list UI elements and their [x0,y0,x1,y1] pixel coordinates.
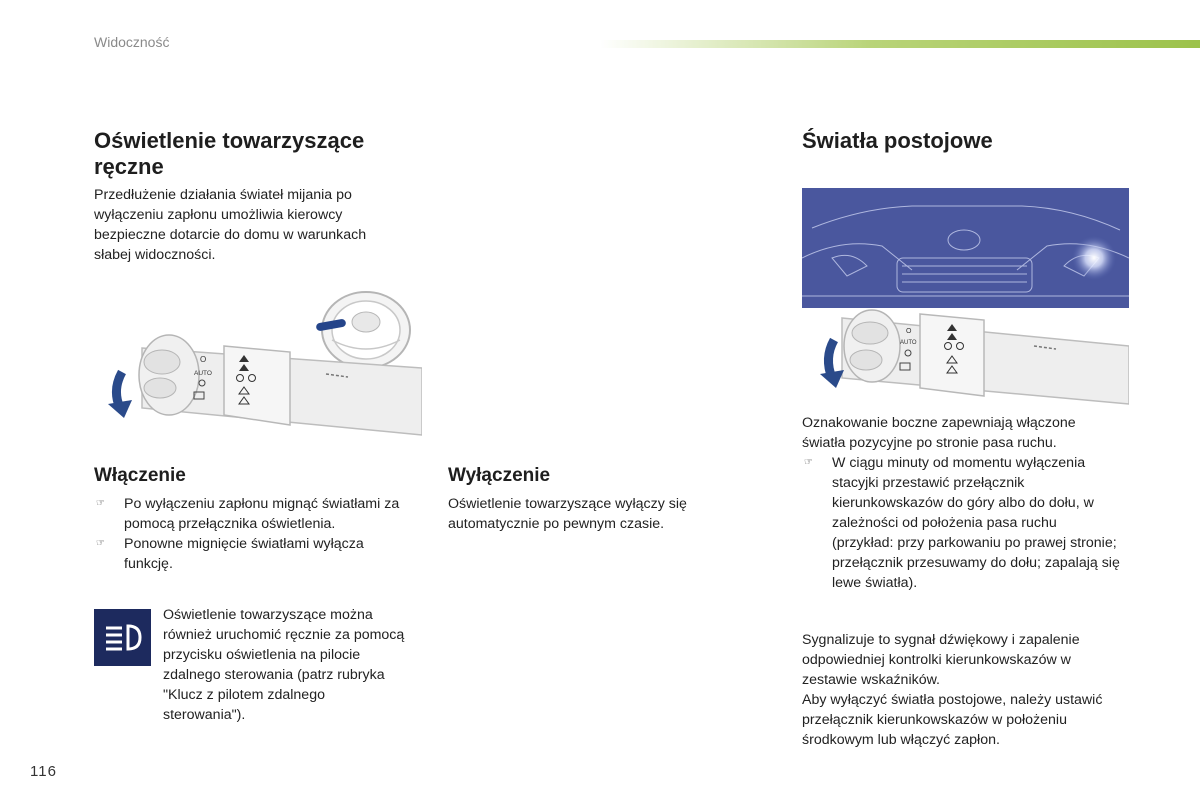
car-front-illustration [802,188,1129,308]
bullet-item [94,494,404,534]
switch-on-title: Włączenie [94,465,186,486]
header-accent-bar [600,40,1200,48]
lighting-stalk-illustration [94,280,422,438]
right-section-title: Światła postojowe [802,128,993,153]
stalk-label-auto: AUTO [900,340,917,346]
bullet-item [802,453,1122,593]
stalk-label-o: O [906,328,912,335]
steering-wheel-icon [316,292,410,368]
lit-side-light-icon [1072,236,1116,280]
indicator-stalk-illustration [802,308,1129,406]
left-intro-text: Przedłużenie działania świateł mijania po wyłączeniu zapłonu umożliwia kierowcy bezpieczne dotarcie do domu w warunkach słabej widoczności. [94,187,367,263]
downward-arrow-icon [108,372,132,418]
right-intro-text: Oznakowanie boczne zapewniają włączone światła pozycyjne po stronie pasa ruchu. [802,415,1076,451]
bullet-item [94,534,404,574]
left-section-title: Oświetlenie towarzyszące ręczne [94,128,365,179]
headlamp-icon-box [94,609,151,666]
pointing-hand-icon: ☞ [96,498,105,509]
downward-arrow-icon [820,340,844,388]
bullet-text: Ponowne mignięcie światłami wyłącza funkcję. [124,536,364,572]
switch-off-text: Oświetlenie towarzyszące wyłączy się automatycznie po pewnym czasie. [448,496,687,532]
section-header: Widoczność [94,34,170,50]
pointing-hand-icon: ☞ [96,538,105,549]
follow-me-home-headlamp-icon [94,609,151,666]
stalk-label-o: O [200,355,207,364]
pointing-hand-icon: ☞ [804,457,813,468]
bullet-text: W ciągu minuty od momentu wyłączenia stacyjki przestawić przełącznik kierunkowskazów do góry albo do dołu, w zależności od położenia pasa ruchu (przykład: przy parkowaniu po prawej stronie; przełącznik przesuwamy do dołu; zapalają się lewe światła). [832,455,1120,591]
page-number: 116 [30,763,57,780]
bullet-text: Po wyłączeniu zapłonu mignąć światłami za pomocą przełącznika oświetlenia. [124,496,400,532]
switch-on-bullets [94,494,404,574]
remote-note-text: Oświetlenie towarzyszące można również uruchomić ręcznie za pomocą przycisku oświetlenia na pilocie zdalnego sterowania (patrz rubryka "Klucz z pilotem zdalnego sterowania"). [163,607,405,723]
switch-off-title: Wyłączenie [448,465,551,486]
right-bullets [802,453,1122,593]
right-footer-text: Sygnalizuje to sygnał dźwiękowy i zapalenie odpowiedniej kontrolki kierunkowskazów w zestawie wskaźników. Aby wyłączyć światła postojowe, należy ustawić przełącznik kierunkowskazów w położeniu środkowym lub włączyć zapłon. [802,632,1103,748]
stalk-label-auto: AUTO [194,370,212,377]
